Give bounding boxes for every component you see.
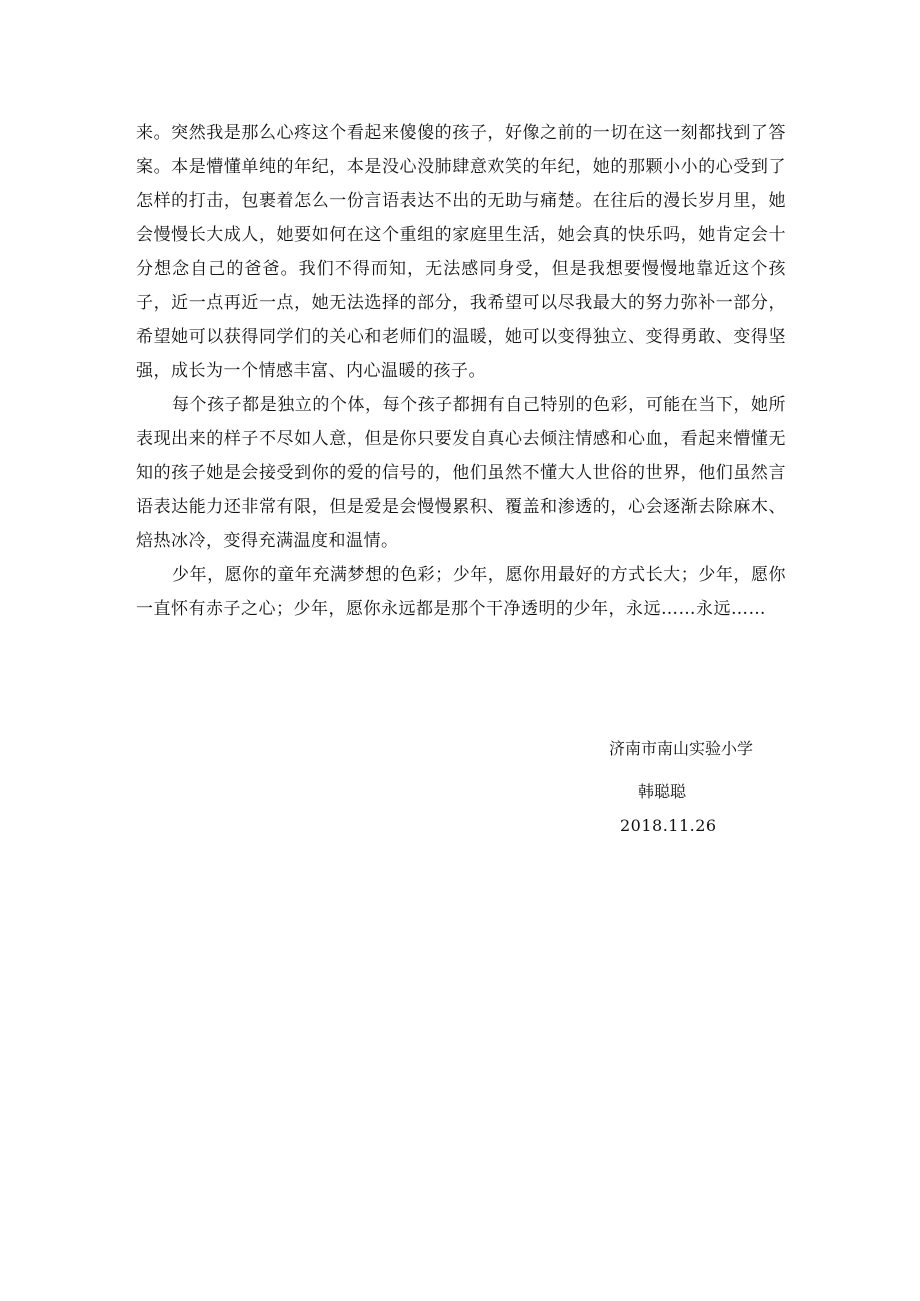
paragraph-continuation: 来。突然我是那么心疼这个看起来傻傻的孩子，好像之前的一切在这一刻都找到了答案。本是懵懂单纯的年纪，本是没心没肺肆意欢笑的年纪，她的那颗小小的心受到了怎样的打击，包裹着怎么一份言语表达不出的无助与痛楚。在往后的漫长岁月里，她会慢慢长大成人，她要如何在这个重组的家庭里生活，她会真的快乐吗，她肯定会十分想念自己的爸爸。我们不得而知，无法感同身受，但是我想要慢慢地靠近这个孩子，近一点再近一点，她无法选择的部分，我希望可以尽我最大的努力弥补一部分，希望她可以获得同学们的关心和老师们的温暖，她可以变得独立、变得勇敢、变得坚强，成长为一个情感丰富、内心温暖的孩子。 <box>136 123 786 381</box>
document-body <box>136 116 786 626</box>
signature-date: 2018.11.26 <box>620 816 717 835</box>
signature-school: 济南市南山实验小学 <box>609 739 754 758</box>
paragraph-individuality: 每个孩子都是独立的个体，每个孩子都拥有自己特别的色彩，可能在当下，她所表现出来的样子不尽如人意，但是你只要发自真心去倾注情感和心血，看起来懵懂无知的孩子她是会接受到你的爱的信号的，他们虽然不懂大人世俗的世界，他们虽然言语表达能力还非常有限，但是爱是会慢慢累积、覆盖和渗透的，心会逐渐去除麻木、焙热冰冷，变得充满温度和温情。 <box>136 395 786 551</box>
paragraph-closing-wish: 少年，愿你的童年充满梦想的色彩；少年，愿你用最好的方式长大；少年，愿你一直怀有赤子之心；少年，愿你永远都是那个干净透明的少年，永远……永远…… <box>136 565 786 619</box>
signature-author: 韩聪聪 <box>638 782 687 801</box>
